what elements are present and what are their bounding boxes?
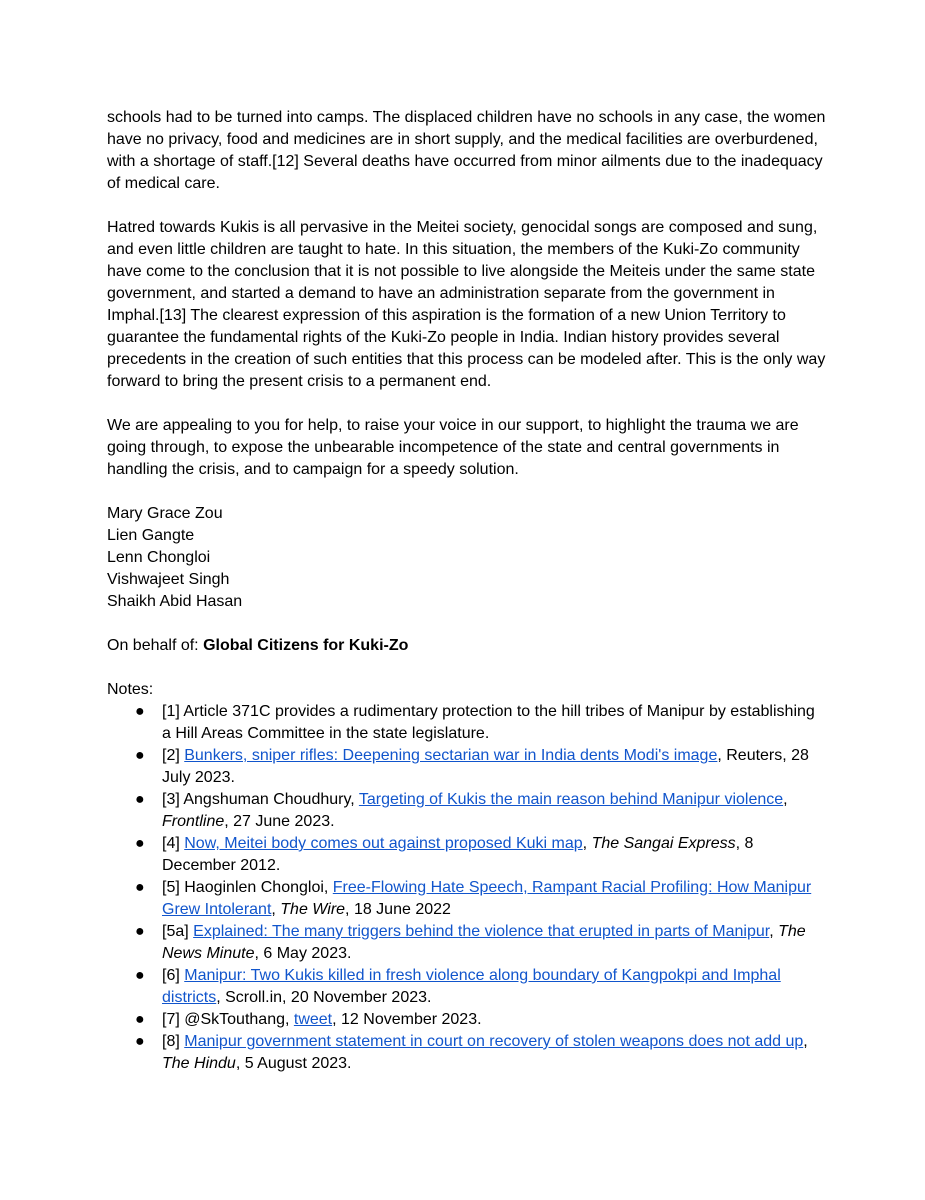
note-ref: [5a]	[162, 923, 194, 940]
note-link[interactable]: Free-Flowing Hate Speech, Rampant Racial Profiling: How Manipur Grew Intolerant	[162, 879, 812, 918]
on-behalf-label: On behalf of:	[107, 637, 204, 654]
signatory-list	[107, 503, 827, 613]
note-item	[135, 701, 827, 745]
note-ref: [4]	[162, 835, 185, 852]
note-text: ,	[803, 1033, 808, 1050]
note-item	[135, 921, 827, 965]
note-link[interactable]: Manipur government statement in court on recovery of stolen weapons does not add up	[184, 1033, 804, 1050]
paragraph-camps: schools had to be turned into camps. The displaced children have no schools in any case, the women have no privacy, food and medicines are in short supply, and the medical facilities are overburdened, with a shortage of staff.[12] Several deaths have occurred from minor ailments due to the inadequacy of medical care.	[107, 109, 826, 192]
bullet-icon: ●	[135, 879, 145, 896]
note-ref: [2]	[162, 747, 185, 764]
note-text: , 12 November 2023.	[332, 1011, 482, 1028]
note-link[interactable]: Now, Meitei body comes out against proposed Kuki map	[184, 835, 583, 852]
note-item	[135, 833, 827, 877]
note-author: Angshuman Choudhury,	[183, 791, 359, 808]
note-author: @SkTouthang,	[184, 1011, 294, 1028]
notes-list	[107, 701, 827, 1075]
signatory-name: Mary Grace Zou	[107, 505, 223, 522]
note-text: ,	[271, 901, 281, 918]
note-ref: [1]	[162, 703, 184, 720]
notes-heading: Notes:	[107, 681, 154, 698]
bullet-icon: ●	[135, 1011, 145, 1028]
note-item	[135, 1009, 827, 1031]
note-author: Haoginlen Chongloi,	[184, 879, 333, 896]
note-link[interactable]: Bunkers, sniper rifles: Deepening sectarian war in India dents Modi's image	[184, 747, 718, 764]
note-item	[135, 877, 827, 921]
note-item	[135, 965, 827, 1009]
note-date: , 6 May 2023.	[254, 945, 352, 962]
note-text: ,	[582, 835, 592, 852]
bullet-icon: ●	[135, 703, 145, 720]
bullet-icon: ●	[135, 791, 145, 808]
note-item	[135, 1031, 827, 1075]
note-ref: [8]	[162, 1033, 185, 1050]
document-page	[107, 107, 827, 1075]
note-ref: [7]	[162, 1011, 185, 1028]
bullet-icon: ●	[135, 835, 145, 852]
note-link[interactable]: Manipur: Two Kukis killed in fresh violence along boundary of Kangpokpi and Imphal districts	[162, 967, 781, 1006]
signatory-name: Vishwajeet Singh	[107, 571, 230, 588]
signatory-name: Lenn Chongloi	[107, 549, 211, 566]
note-date: , 27 June 2023.	[224, 813, 335, 830]
note-date: , 8 December 2012.	[162, 835, 754, 874]
note-link[interactable]: Targeting of Kukis the main reason behind Manipur violence	[358, 791, 784, 808]
note-text: ,	[769, 923, 779, 940]
paragraph-hatred: Hatred towards Kukis is all pervasive in the Meitei society, genocidal songs are composed and sung, and even little children are taught to hate. In this situation, the members of the Kuki-Zo community have come to the conclusion that it is not possible to live alongside the Meiteis under the same state government, and started a demand to have an administration separate from the government in Imphal.[13] The clearest expression of this aspiration is the formation of a new Union Territory to guarantee the fundamental rights of the Kuki-Zo people in India. Indian history provides several precedents in the creation of such entities that this process can be modeled after. This is the only way forward to bring the present crisis to a permanent end.	[107, 219, 826, 390]
note-date: , 18 June 2022	[345, 901, 451, 918]
note-item	[135, 789, 827, 833]
bullet-icon: ●	[135, 923, 145, 940]
note-publication: The News Minute	[162, 923, 806, 962]
note-publication: Frontline	[162, 813, 225, 830]
note-publication: The Hindu	[162, 1055, 236, 1072]
note-text: ,	[783, 791, 788, 808]
note-ref: [3]	[162, 791, 184, 808]
on-behalf-line	[107, 635, 827, 657]
note-text: Article 371C provides a rudimentary protection to the hill tribes of Manipur by establishing a Hill Areas Committee in the state legislature.	[162, 703, 815, 742]
bullet-icon: ●	[135, 1033, 145, 1050]
note-ref: [5]	[162, 879, 185, 896]
note-ref: [6]	[162, 967, 185, 984]
paragraph-appeal: We are appealing to you for help, to raise your voice in our support, to highlight the trauma we are going through, to expose the unbearable incompetence of the state and central governments in handling the crisis, and to campaign for a speedy solution.	[107, 417, 799, 478]
note-text: , Reuters, 28 July 2023.	[162, 747, 809, 786]
note-text: , Scroll.in, 20 November 2023.	[216, 989, 432, 1006]
note-publication: The Wire	[280, 901, 346, 918]
note-item	[135, 745, 827, 789]
note-date: , 5 August 2023.	[235, 1055, 352, 1072]
signatory-name: Shaikh Abid Hasan	[107, 593, 243, 610]
signatory-name: Lien Gangte	[107, 527, 195, 544]
bullet-icon: ●	[135, 747, 145, 764]
note-link[interactable]: tweet	[293, 1011, 333, 1028]
bullet-icon: ●	[135, 967, 145, 984]
note-link[interactable]: Explained: The many triggers behind the violence that erupted in parts of Manipur	[193, 923, 770, 940]
note-publication: The Sangai Express	[591, 835, 736, 852]
organization-name: Global Citizens for Kuki-Zo	[203, 637, 409, 654]
